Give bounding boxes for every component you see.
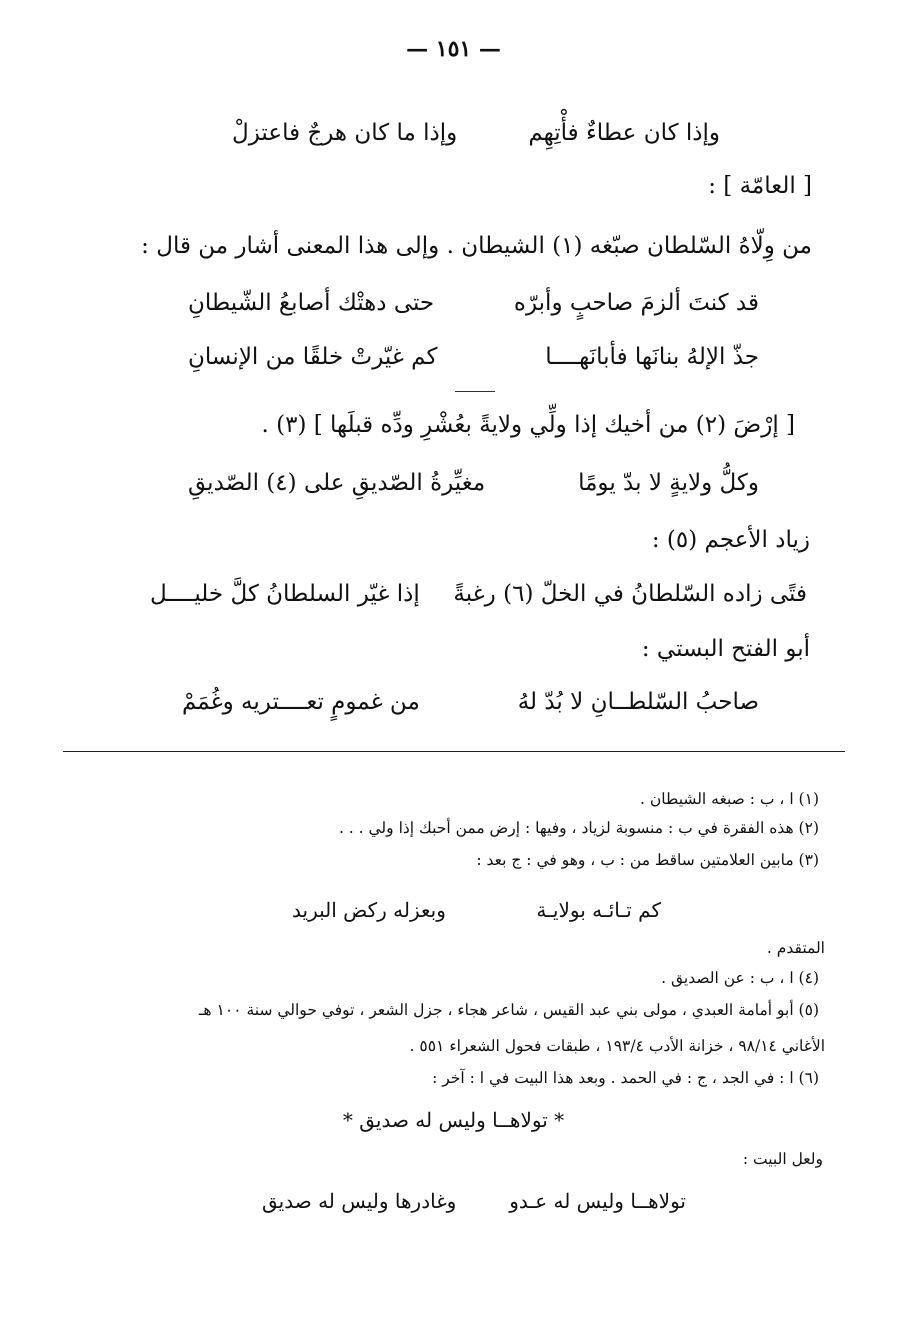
verse-1-hemistich-right: وإذا كان عطاءٌ فأْتِهِم (528, 120, 720, 146)
verse-line-6 (182, 686, 759, 718)
verse-3-hemistich-left: كم غيّرتْ خلقًا من الإنسانِ (188, 344, 438, 370)
footnote-6-verse: * تولاهــا وليس له صديق * (342, 1108, 565, 1132)
prose-paragraph-1: من وِلّاهُ السّلطان صبّغه (١) الشيطان . وإلى هذا المعنى أشار من قال : (141, 233, 812, 259)
verse-3-hemistich-right: جذّ الإلهُ بنانَها فأبانَهــــا (545, 344, 759, 370)
footnote-6-verse-2 (262, 1187, 686, 1215)
heading-aama: [ العامّة ] : (708, 173, 812, 199)
verse-6-hemistich-left: من غمومٍ تعــــتريه وغُمَمْ (182, 689, 420, 715)
heading-busti: أبو الفتح البستي : (641, 636, 810, 662)
verse-5-hemistich-right: فتًى زاده السّلطانُ في الخلّ (٦) رغبةً (453, 581, 807, 607)
verse-4-hemistich-left: مغيِّرةُ الصّديقِ على (٤) الصّديقِ (188, 470, 486, 496)
footnote-6-verse-2-left: وغادرها وليس له صديق (262, 1189, 457, 1213)
proverb-line: [ إرْضَ (٢) من أخيك إذا ولِّي ولايةً بعُشْرِ ودِّه قبلَها ] (٣) . (261, 412, 795, 438)
verse-2-hemistich-right: قد كنتَ ألزمَ صاحبٍ وأبرّه (513, 290, 759, 316)
overline-mark (455, 391, 495, 392)
footnote-5-line-1: (٥) أبو أمامة العبدي ، مولى بني عبد القيس ، شاعر هجاء ، جزل الشعر ، توفي حوالي سنة ١٠٠ هـ (198, 1001, 819, 1019)
page-number: — ١٥١ — (406, 36, 501, 62)
verse-line-3 (188, 341, 759, 373)
footnote-3-verse-right: كم تـائـه بولايـة (536, 898, 661, 922)
verse-2-hemistich-left: حتى دهتْك أصابعُ الشّيطانِ (188, 290, 435, 316)
footnote-6: (٦) ا : في الجد ، ج : في الحمد . وبعد هذا البيت في ا : آخر : (432, 1069, 819, 1087)
footnote-6-tail: ولعل البيت : (742, 1150, 823, 1168)
verse-6-hemistich-right: صاحبُ السّلطــانِ لا بُدّ لهُ (517, 689, 759, 715)
footnote-3: (٣) مابين العلامتين ساقط من : ب ، وهو في : ج بعد : (476, 851, 819, 869)
footnote-3-verse-left: وبعزله ركض البريد (292, 898, 446, 922)
verse-line-2 (188, 287, 759, 319)
verse-5-hemistich-left: إذا غيّر السلطانُ كلَّ خليــــل (150, 581, 420, 607)
footnote-3-verse (292, 896, 661, 924)
verse-line-1 (232, 117, 720, 149)
footnote-3-tail: المتقدم . (766, 939, 825, 957)
footnote-divider (63, 751, 845, 752)
footnote-5-line-2: الأغاني ٩٨/١٤ ، خزانة الأدب ١٩٣/٤ ، طبقات فحول الشعراء ٥٥١ . (409, 1037, 825, 1055)
verse-line-5 (150, 578, 807, 610)
verse-4-hemistich-right: وكلُّ ولايةٍ لا بدّ يومًا (578, 470, 759, 496)
heading-ziyad: زياد الأعجم (٥) : (651, 527, 810, 553)
footnote-4: (٤) ا ، ب : عن الصديق . (661, 969, 819, 987)
footnote-1: (١) ا ، ب : صبغه الشيطان . (640, 790, 819, 808)
footnote-6-verse-2-right: تولاهــا وليس له عـدو (509, 1189, 686, 1213)
verse-1-hemistich-left: وإذا ما كان هرجٌ فاعتزلْ (232, 120, 458, 146)
footnote-2: (٢) هذه الفقرة في ب : منسوبة لزياد ، وفيها : إرض ممن أحبك إذا ولي . . . (338, 819, 819, 837)
verse-line-4 (188, 467, 759, 499)
